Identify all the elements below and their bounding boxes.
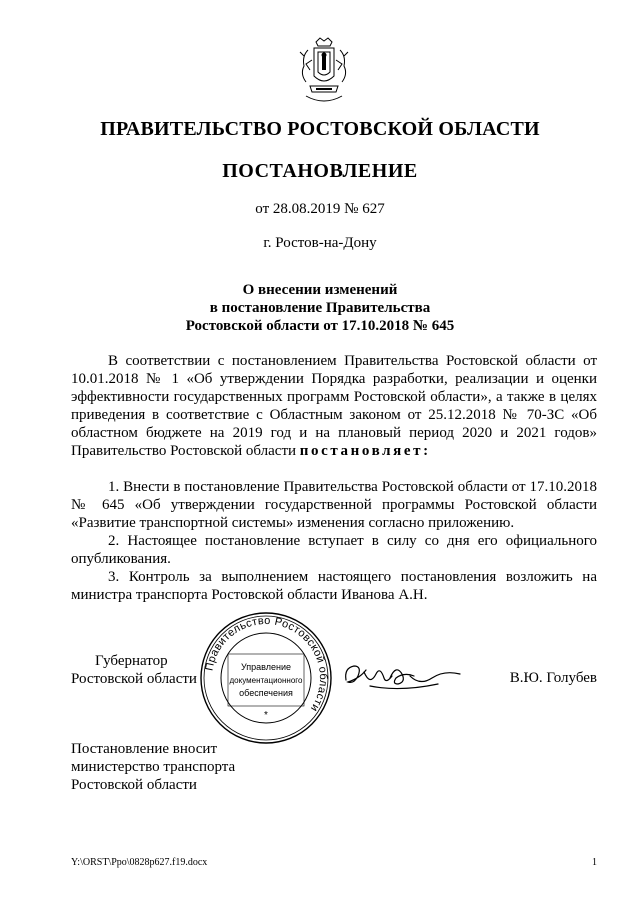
subject-line: О внесении изменений — [242, 282, 398, 298]
subject-line: в постановление Правительства — [209, 300, 431, 316]
seal-outer-text: Правительство Ростовской области — [203, 614, 330, 714]
footer-page-number: 1 — [592, 857, 597, 868]
footer-file-path: Y:\ORST\Ppo\0828p627.f19.docx — [71, 857, 208, 868]
handwritten-signature — [340, 656, 468, 696]
svg-text:*: * — [264, 710, 268, 721]
resolution-item: 2. Настоящее постановление вступает в силу со дня его официального опубликования. — [71, 533, 597, 567]
signatory-position — [71, 652, 211, 688]
document-date-number: от 28.08.2019 № 627 — [255, 201, 385, 217]
seal-inner-line: обеспечения — [239, 688, 293, 698]
decision-word: постановляет: — [299, 443, 431, 459]
official-seal-stamp — [198, 610, 334, 746]
document-city: г. Ростов-на-Дону — [263, 235, 377, 251]
document-type: ПОСТАНОВЛЕНИЕ — [222, 160, 418, 182]
seal-inner-line: документационного — [229, 676, 303, 685]
preamble-text: В соответствии с постановлением Правительства Ростовской области от 10.01.2018 № 1 «Об утверждении Порядка разработки, реализации и оценки эффективности государственных программ Ростовской области», а также в целях приведения в соответствие с Областным законом от 25.12.2018 № 70-ЗС «Об областном бюджете на 2019 год и на плановый период 2020 и 2021 годов» Правительство Ростовской области — [71, 353, 597, 459]
resolution-item: 1. Внести в постановление Правительства Ростовской области от 17.10.2018 № 645 «Об утверждении государственной программы Ростовской области «Развитие транспортной системы» изменения согласно приложению. — [71, 479, 597, 531]
seal-inner-line: Управление — [240, 662, 292, 672]
position-line: Ростовской области — [71, 671, 197, 687]
resolution-items — [71, 478, 597, 604]
subject-line: Ростовской области от 17.10.2018 № 645 — [185, 318, 455, 334]
organization-title: ПРАВИТЕЛЬСТВО РОСТОВСКОЙ ОБЛАСТИ — [100, 118, 540, 140]
issuer-line: Постановление вносит — [71, 741, 218, 757]
issuer-line: Ростовской области — [71, 777, 197, 793]
position-line: Губернатор — [95, 653, 168, 669]
coat-of-arms-icon — [296, 36, 352, 110]
issuer-line: министерство транспорта — [71, 759, 236, 775]
document-subject — [0, 281, 640, 335]
resolution-item: 3. Контроль за выполнением настоящего постановления возложить на министра транспорта Ростовской области Иванова А.Н. — [71, 569, 597, 603]
preamble-paragraph — [71, 352, 597, 460]
issuer-block — [71, 740, 235, 794]
signatory-name: В.Ю. Голубев — [509, 670, 597, 686]
